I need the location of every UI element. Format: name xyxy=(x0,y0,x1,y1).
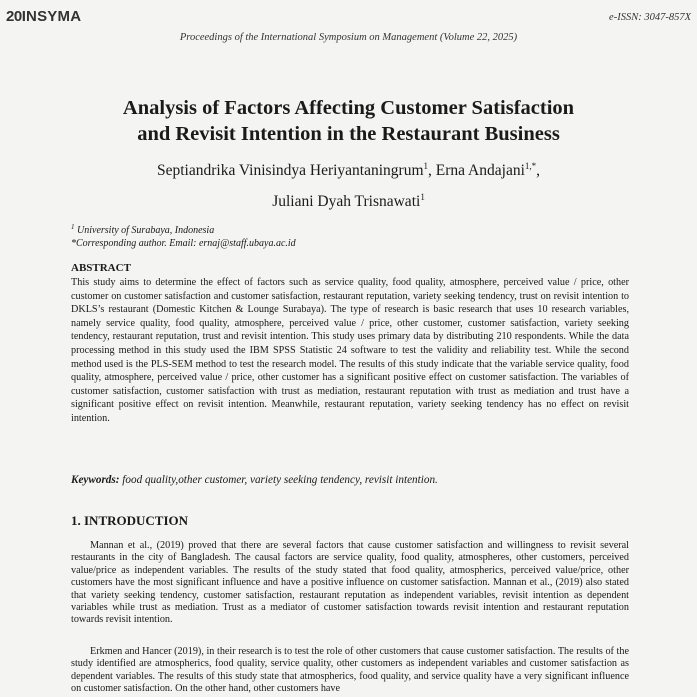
insyma-logo xyxy=(6,8,81,25)
keywords xyxy=(71,474,438,486)
keywords-text: food quality,other customer, variety seeking tendency, revisit intention. xyxy=(119,474,438,486)
author-2-sup: 1,* xyxy=(524,161,537,171)
paper-title xyxy=(40,95,657,147)
affiliation-1-text: University of Surabaya, Indonesia xyxy=(74,225,215,236)
title-line-1: Analysis of Factors Affecting Customer Satisfaction xyxy=(122,97,575,119)
author-3-sup: 1 xyxy=(420,192,425,202)
intro-paragraph-2: Erkmen and Hancer (2019), in their research is to test the role of other customers that cause customer satisfaction. The results of the study identified are atmospherics, food quality, service quality, other customers as independent variables and customer satisfaction as dependent variables. The results of this study state that atmospherics, food quality, and service quality have a very significant influence on customer satisfaction. On the other hand, other customers have xyxy=(71,646,629,695)
abstract-text: This study aims to determine the effect of factors such as service quality, food quality, atmosphere, perceived value / price, other customer on customer satisfaction and customer satisfaction, restaurant reputation, variety seeking tendency, trust on revisit intention to DKLS’s restaurant (Domestic Kitchen & Lounge Surabaya). The type of research is basic research that uses 10 research variables, namely service quality, food quality, atmosphere, perceived value / price, other customer, customer satisfaction, variety seeking tendency, restaurant reputation, trust and revisit intention. This study uses primary data by distributing 210 respondents. While the data processing method in this study used the IBM SPSS Statistic 24 software to test the validity and reliability test. While the second method used is the PLS-SEM method to test the research model. The results of this study indicate that the variable service quality, food quality, atmosphere, perceived value / price, other customer has a significant positive effect on customer satisfaction. The variables of customer satisfaction, customer satisfaction with trust as mediation, restaurant reputation with trust as mediation and trust have a significant positive effect on revisit intention. Meanwhile, restaurant reputation, variety seeking tendency has no effect on revisit intention. xyxy=(71,277,629,424)
title-line-2: and Revisit Intention in the Restaurant Business xyxy=(137,123,560,145)
section-heading: 1. INTRODUCTION xyxy=(71,513,189,528)
keywords-label: Keywords: xyxy=(71,474,120,486)
affiliation-1 xyxy=(71,221,296,237)
issn: e-ISSN: 3047-857X xyxy=(609,12,691,23)
intro-paragraph-1: Mannan et al., (2019) proved that there are several factors that cause customer satisfaction and willingness to revisit several restaurants in the city of Bangladesh. The causal factors are service quality, food quality, atmospheres, other customers, perceived value/price as independent variables. The results of the study stated that food quality, atmospherics, perceived value/price, other customers have the most significant influence and have a positive influence on customer satisfaction. Mannan et al., (2019) also stated that variety seeking tendency, customer satisfaction, restaurant reputation as independent variables, revisit intention as dependent variables while trust as mediation. Trust as a mediator of customer satisfaction towards revisit intention and restaurant reputation towards revisit intention. xyxy=(71,540,629,626)
corresponding-author: *Corresponding author. Email: ernaj@staff.ubaya.ac.id xyxy=(71,238,296,249)
abstract-heading: ABSTRACT xyxy=(71,262,131,274)
affiliations xyxy=(71,221,296,250)
author-2: , Erna Andajani xyxy=(428,162,525,179)
authors-line-2 xyxy=(0,184,697,215)
proceedings-header: Proceedings of the International Symposium on Management (Volume 22, 2025) xyxy=(179,32,518,43)
author-1: Septiandrika Vinisindya Heriyantaningrum xyxy=(156,162,424,179)
author-1-sup: 1 xyxy=(423,161,429,171)
authors xyxy=(0,153,697,215)
author-3: Juliani Dyah Trisnawati xyxy=(272,193,421,210)
logo-mark: 20 xyxy=(6,8,22,25)
logo-text: INSYMA xyxy=(21,8,82,25)
author-2-end: , xyxy=(536,162,541,179)
authors-line-1 xyxy=(0,153,697,184)
affiliation-1-sup: 1 xyxy=(71,223,75,231)
